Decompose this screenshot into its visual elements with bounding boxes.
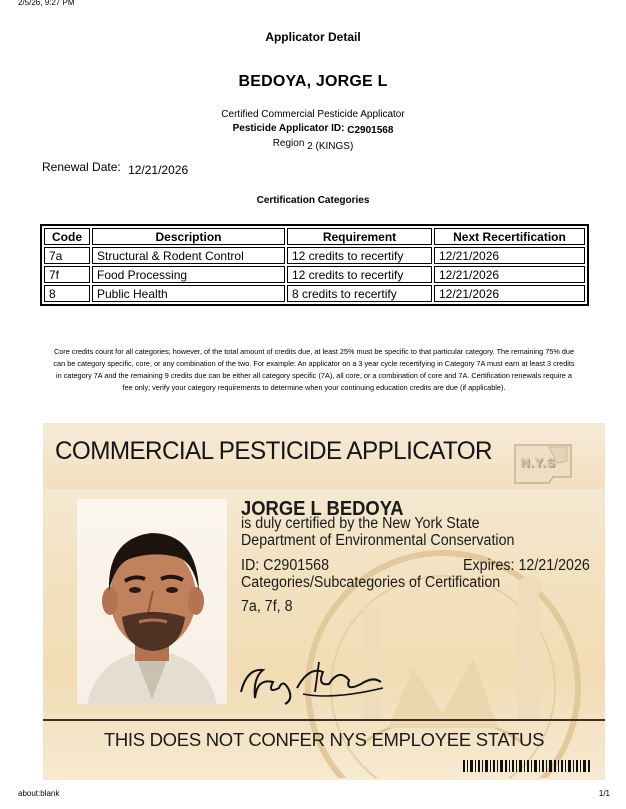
column-header-next-recertification: Next Recertification bbox=[434, 228, 585, 245]
cell-next-recertification: 12/21/2026 bbox=[434, 247, 585, 264]
cell-description: Food Processing bbox=[92, 266, 285, 283]
cell-requirement: 12 credits to recertify bbox=[287, 247, 432, 264]
print-url: about:blank bbox=[18, 789, 60, 798]
cell-requirement: 8 credits to recertify bbox=[287, 285, 432, 302]
card-department-line: Department of Environmental Conservation bbox=[241, 532, 515, 549]
cell-description: Structural & Rodent Control bbox=[92, 247, 285, 264]
cell-requirement: 12 credits to recertify bbox=[287, 266, 432, 283]
certification-categories-table bbox=[40, 224, 589, 306]
signature-icon bbox=[233, 648, 393, 708]
card-id: ID: C2901568 bbox=[241, 557, 330, 574]
card-divider bbox=[43, 719, 605, 721]
card-certified-line: is duly certified by the New York State bbox=[241, 515, 480, 532]
applicator-id-row bbox=[0, 123, 626, 134]
credits-footnote: Core credits count for all categories; however, of the total amount of credits due, at least 25% must be specific to that particular category. The remaining 75% due can be category specific, core, or any combination of the two. For example: An applicator on a 3 year cycle recertifying in Category 7A must earn at least 3 credits in category 7A and the remaining 9 credits due can be either all category specific (7A), all core, or a combination of core and 7A. Certification renewals require a fee only; verify your category requirements to determine when your continuing education credits are due (if applicable). bbox=[53, 347, 575, 393]
applicator-id-value: C2901568 bbox=[347, 125, 394, 136]
table-header-row bbox=[44, 228, 585, 245]
print-datetime: 2/5/26, 9:27 PM bbox=[18, 0, 75, 7]
holder-portrait-icon bbox=[77, 499, 227, 704]
table-row bbox=[44, 266, 585, 283]
renewal-date-value: 12/21/2026 bbox=[128, 163, 189, 177]
cell-code: 8 bbox=[44, 285, 90, 302]
table-row bbox=[44, 247, 585, 264]
holder-name: BEDOYA, JORGE L bbox=[238, 73, 388, 90]
card-title: COMMERCIAL PESTICIDE APPLICATOR bbox=[55, 437, 492, 465]
region-label: Region bbox=[272, 138, 305, 149]
certification-type: Certified Commercial Pesticide Applicator bbox=[221, 109, 405, 120]
cell-code: 7f bbox=[44, 266, 90, 283]
table-row bbox=[44, 285, 585, 302]
column-header-description: Description bbox=[92, 228, 285, 245]
barcode-icon bbox=[463, 760, 591, 772]
region-value: 2 (KINGS) bbox=[307, 141, 354, 152]
card-categories-label: Categories/Subcategories of Certification bbox=[241, 574, 501, 591]
renewal-date-label: Renewal Date: bbox=[42, 160, 121, 174]
card-notice: THIS DOES NOT CONFER NYS EMPLOYEE STATUS bbox=[103, 729, 545, 750]
applicator-id-label: Pesticide Applicator ID: bbox=[232, 123, 345, 134]
renewal-date-row bbox=[42, 160, 189, 177]
print-page-number: 1/1 bbox=[598, 789, 610, 798]
card-expires: Expires: 12/21/2026 bbox=[463, 557, 590, 574]
nys-badge-text: N.Y.S bbox=[521, 456, 557, 470]
page-title: Applicator Detail bbox=[265, 30, 361, 44]
cell-description: Public Health bbox=[92, 285, 285, 302]
region-row bbox=[0, 138, 626, 152]
cell-code: 7a bbox=[44, 247, 90, 264]
card-categories: 7a, 7f, 8 bbox=[241, 598, 293, 615]
column-header-code: Code bbox=[44, 228, 90, 245]
cell-next-recertification: 12/21/2026 bbox=[434, 285, 585, 302]
column-header-requirement: Requirement bbox=[287, 228, 432, 245]
holder-photo bbox=[77, 499, 227, 704]
categories-heading: Certification Categories bbox=[256, 195, 370, 206]
license-card-image bbox=[43, 423, 605, 780]
cell-next-recertification: 12/21/2026 bbox=[434, 266, 585, 283]
card-holder-name: JORGE L BEDOYA bbox=[241, 498, 404, 520]
